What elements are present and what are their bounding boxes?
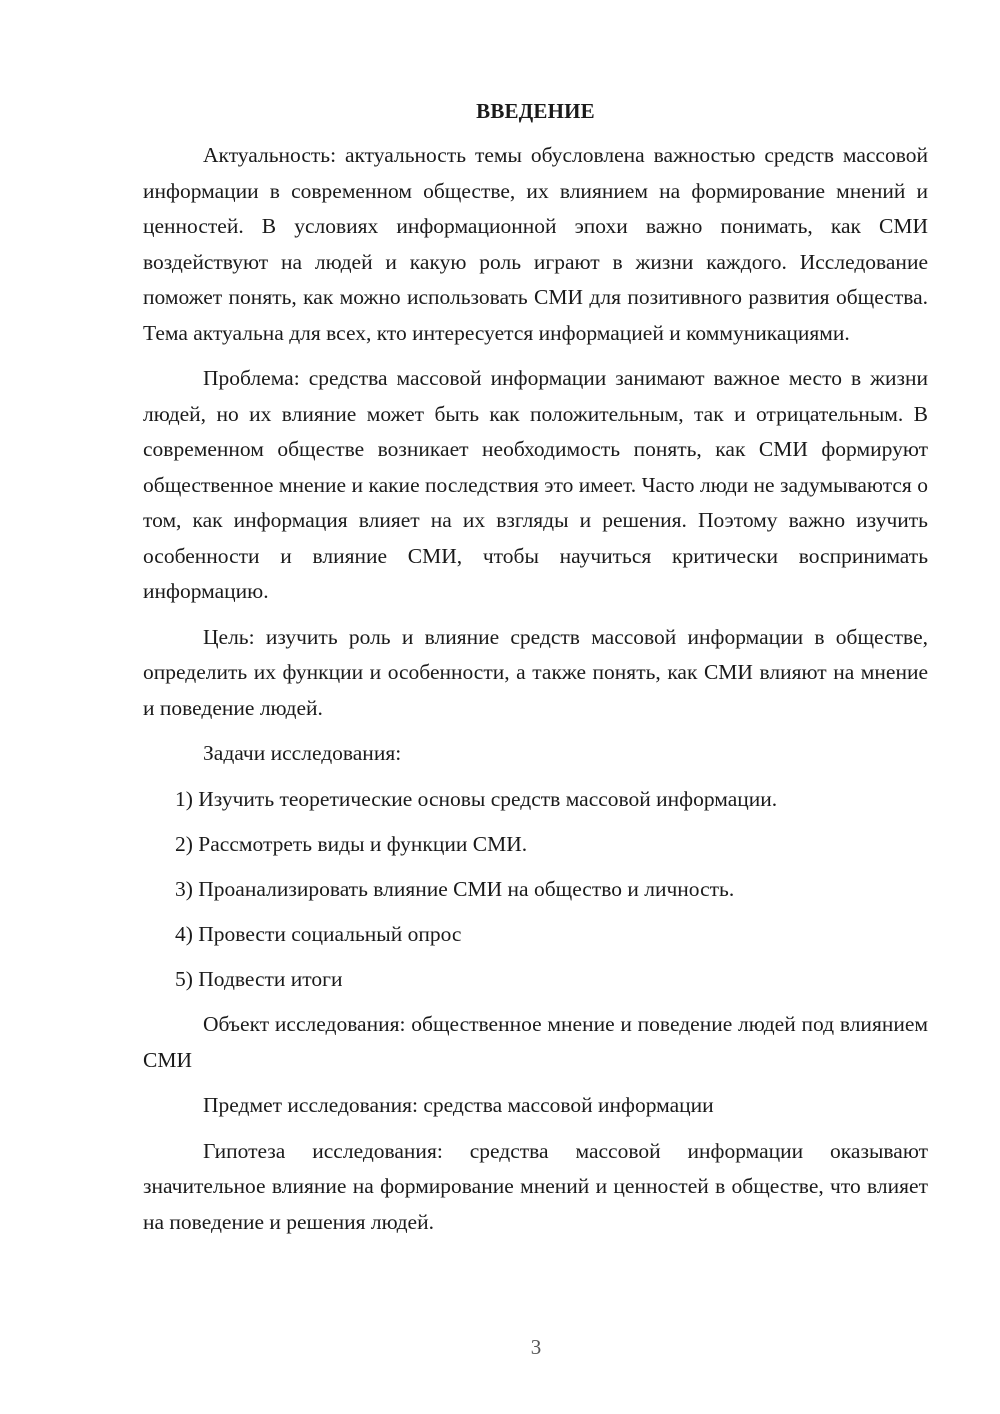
page-content (143, 96, 928, 1250)
page-title: ВВЕДЕНИЕ (476, 99, 595, 123)
list-item: 5) Подвести итоги (175, 966, 343, 991)
problem-paragraph: Проблема: средства массовой информации занимают важное место в жизни людей, но их влияние может быть как положительным, так и отрицательным. В современном обществе возникает необходимость понять, как СМИ формируют общественное мнение и какие последствия это имеет. Часто люди не задумываются о том, как информация влияет на их взгляды и решения. Поэтому важно изучить особенности и влияние СМИ, чтобы научиться критически воспринимать информацию. (143, 366, 928, 603)
subject-paragraph: Предмет исследования: средства массовой информации (203, 1093, 714, 1117)
hypothesis-paragraph: Гипотеза исследования: средства массовой информации оказывают значительное влияние на формирование мнений и ценностей в обществе, что влияет на поведение и решения людей. (143, 1138, 928, 1234)
object-paragraph: Объект исследования: общественное мнение и поведение людей под влиянием СМИ (143, 1012, 928, 1072)
page-number: 3 (530, 1335, 542, 1359)
goal-paragraph: Цель: изучить роль и влияние средств массовой информации в обществе, определить их функции и особенности, а также понять, как СМИ влияют на мнение и поведение людей. (143, 624, 928, 720)
relevance-paragraph: Актуальность: актуальность темы обусловлена важностью средств массовой информации в современном обществе, их влиянием на формирование мнений и ценностей. В условиях информационной эпохи важно понимать, как СМИ воздействуют на людей и какую роль играют в жизни каждого. Исследование поможет понять, как можно использовать СМИ для позитивного развития общества. Тема актуальна для всех, кто интересуется информацией и коммуникациями. (143, 143, 928, 345)
list-item: 4) Провести социальный опрос (175, 921, 462, 946)
list-item: 2) Рассмотреть виды и функции СМИ. (175, 831, 528, 856)
tasks-list (143, 782, 928, 998)
list-item: 3) Проанализировать влияние СМИ на общество и личность. (175, 876, 735, 901)
tasks-heading: Задачи исследования: (203, 741, 402, 765)
list-item: 1) Изучить теоретические основы средств массовой информации. (175, 786, 778, 811)
